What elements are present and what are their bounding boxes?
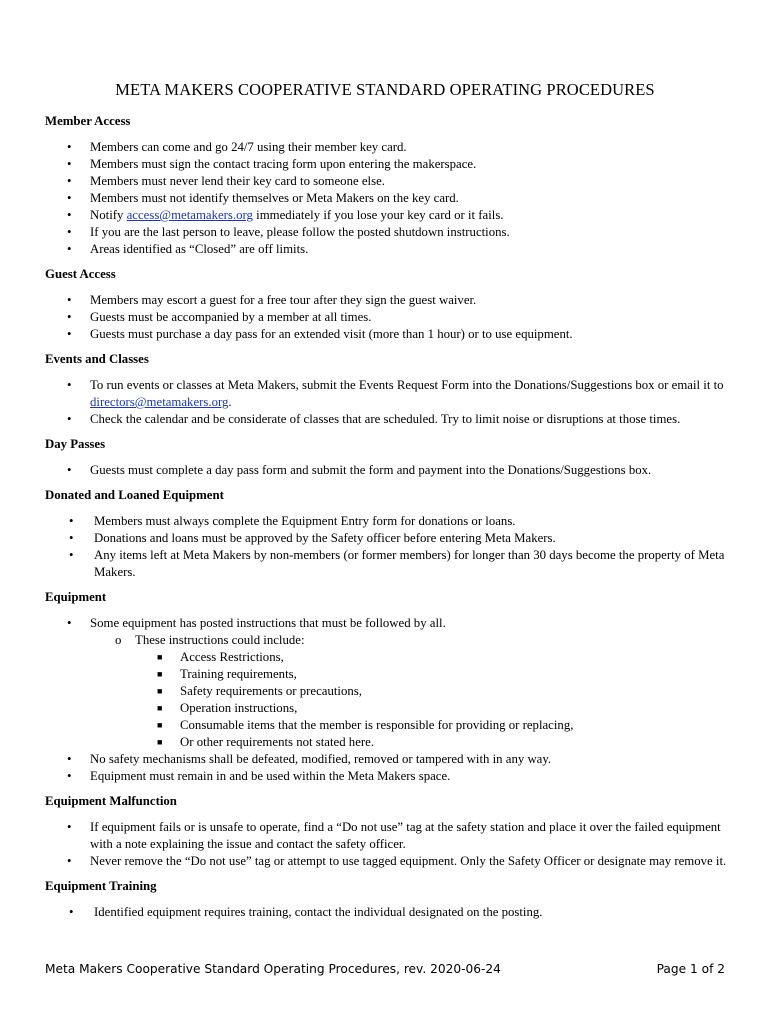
bullet-icon: •	[67, 157, 72, 171]
section-heading-day-passes: Day Passes	[45, 437, 106, 451]
bullet-icon: •	[67, 820, 72, 834]
bullet-icon: •	[67, 769, 72, 783]
list-item: • Members must sign the contact tracing form upon entering the makerspace.	[67, 157, 477, 171]
directors-email-link[interactable]: directors@metamakers.org	[90, 395, 229, 409]
list-item: • Members can come and go 24/7 using their member key card.	[67, 140, 407, 154]
list-item: • Members must always complete the Equipment Entry form for donations or loans.	[69, 514, 516, 528]
list-item: • Identified equipment requires training, contact the individual designated on the posting.	[69, 905, 543, 919]
list-item: • If equipment fails or is unsafe to operate, find a “Do not use” tag at the safety station and place it over the failed equipment with a note explaining the issue and contact the safety officer.	[67, 820, 721, 851]
member-access-list	[45, 139, 735, 258]
bullet-icon: •	[67, 174, 72, 188]
list-item: ■ Or other requirements not stated here.	[157, 735, 375, 749]
bullet-icon: •	[69, 548, 74, 562]
day-passes-list	[45, 462, 735, 479]
circle-bullet-icon: o	[115, 633, 122, 647]
square-bullet-icon: ■	[157, 720, 163, 730]
bullet-icon: •	[69, 531, 74, 545]
section-heading-donated: Donated and Loaned Equipment	[45, 488, 224, 502]
document-body	[45, 113, 735, 929]
section-heading-events: Events and Classes	[45, 352, 149, 366]
square-bullet-icon: ■	[157, 669, 163, 679]
section-heading-guest-access: Guest Access	[45, 267, 116, 281]
page-title: META MAKERS COOPERATIVE STANDARD OPERATING PROCEDURES	[115, 80, 655, 99]
list-item: ■ Training requirements,	[157, 667, 297, 681]
bullet-icon: •	[67, 140, 72, 154]
section-heading-member-access: Member Access	[45, 114, 131, 128]
list-item: • Guests must be accompanied by a member at all times.	[67, 310, 372, 324]
footer-page-number: Page 1 of 2	[656, 962, 725, 976]
list-item: • Members may escort a guest for a free tour after they sign the guest waiver.	[67, 293, 477, 307]
square-bullet-icon: ■	[157, 652, 163, 662]
bullet-icon: •	[67, 616, 72, 630]
equipment-list	[45, 615, 735, 785]
list-item: ■ Operation instructions,	[157, 701, 298, 715]
list-item: o These instructions could include: ■ Access Restrictions, ■ Training requirements, ■ Safety requirements or precautions, ■ Operation instructions, ■ Consumable items that the member is responsible for providing or replacing, ■ Or other requirements not stated here.	[90, 632, 735, 751]
section-heading-training: Equipment Training	[45, 879, 157, 893]
square-bullet-icon: ■	[157, 737, 163, 747]
list-item: • To run events or classes at Meta Makers, submit the Events Request Form into the Donations/Suggestions box or email it to directors@metamakers.org.	[67, 378, 724, 409]
list-item: • Areas identified as “Closed” are off limits.	[67, 242, 309, 256]
access-email-link[interactable]: access@metamakers.org	[126, 208, 253, 222]
bullet-icon: •	[67, 463, 72, 477]
list-item: • Check the calendar and be considerate of classes that are scheduled. Try to limit noise or disruptions at those times.	[67, 412, 681, 426]
list-item: ■ Access Restrictions,	[157, 650, 284, 664]
square-bullet-icon: ■	[157, 686, 163, 696]
training-list	[45, 904, 735, 921]
square-bullet-icon: ■	[157, 703, 163, 713]
section-heading-malfunction: Equipment Malfunction	[45, 794, 177, 808]
list-item: • Members must not identify themselves or Meta Makers on the key card.	[67, 191, 459, 205]
malfunction-list	[45, 819, 735, 870]
list-item: • Equipment must remain in and be used within the Meta Makers space.	[67, 769, 451, 783]
list-item: • Donations and loans must be approved by the Safety officer before entering Meta Makers.	[69, 531, 556, 545]
bullet-icon: •	[67, 752, 72, 766]
list-item: • Notify access@metamakers.org immediately if you lose your key card or it fails.	[67, 208, 504, 222]
bullet-icon: •	[67, 242, 72, 256]
guest-access-list	[45, 292, 735, 343]
list-item: • No safety mechanisms shall be defeated, modified, removed or tampered with in any way.	[67, 752, 552, 766]
section-heading-equipment: Equipment	[45, 590, 107, 604]
bullet-icon: •	[67, 854, 72, 868]
list-item: • Never remove the “Do not use” tag or attempt to use tagged equipment. Only the Safety Officer or designate may remove it.	[67, 854, 727, 868]
list-item: • Some equipment has posted instructions that must be followed by all. o These instructions could include: ■ Access Restrictions, ■ Training requirements, ■ Safety requirements or precautions, ■ Operation instructions, ■ Consumable items that the member is responsible for providing or replacing, ■ Or other requirements not stated here.	[45, 615, 735, 751]
bullet-icon: •	[67, 191, 72, 205]
bullet-icon: •	[69, 514, 74, 528]
bullet-icon: •	[67, 412, 72, 426]
bullet-icon: •	[67, 225, 72, 239]
list-item: • Members must never lend their key card to someone else.	[67, 174, 385, 188]
bullet-icon: •	[67, 327, 72, 341]
donated-list	[45, 513, 735, 581]
events-list	[45, 377, 735, 428]
footer-document-name: Meta Makers Cooperative Standard Operating Procedures, rev. 2020-06-24	[45, 962, 501, 976]
bullet-icon: •	[69, 905, 74, 919]
bullet-icon: •	[67, 293, 72, 307]
equipment-sublist	[90, 632, 735, 751]
list-item: • Any items left at Meta Makers by non-members (or former members) for longer than 30 days become the property of Meta Makers.	[69, 548, 725, 579]
list-item: • Guests must purchase a day pass for an extended visit (more than 1 hour) or to use equipment.	[67, 327, 573, 341]
list-item: • If you are the last person to leave, please follow the posted shutdown instructions.	[67, 225, 510, 239]
list-item: ■ Safety requirements or precautions,	[157, 684, 362, 698]
bullet-icon: •	[67, 208, 72, 222]
list-item: • Guests must complete a day pass form and submit the form and payment into the Donations/Suggestions box.	[67, 463, 652, 477]
bullet-icon: •	[67, 310, 72, 324]
bullet-icon: •	[67, 378, 72, 392]
equipment-subsublist	[135, 649, 735, 751]
list-item: ■ Consumable items that the member is responsible for providing or replacing,	[157, 718, 574, 732]
